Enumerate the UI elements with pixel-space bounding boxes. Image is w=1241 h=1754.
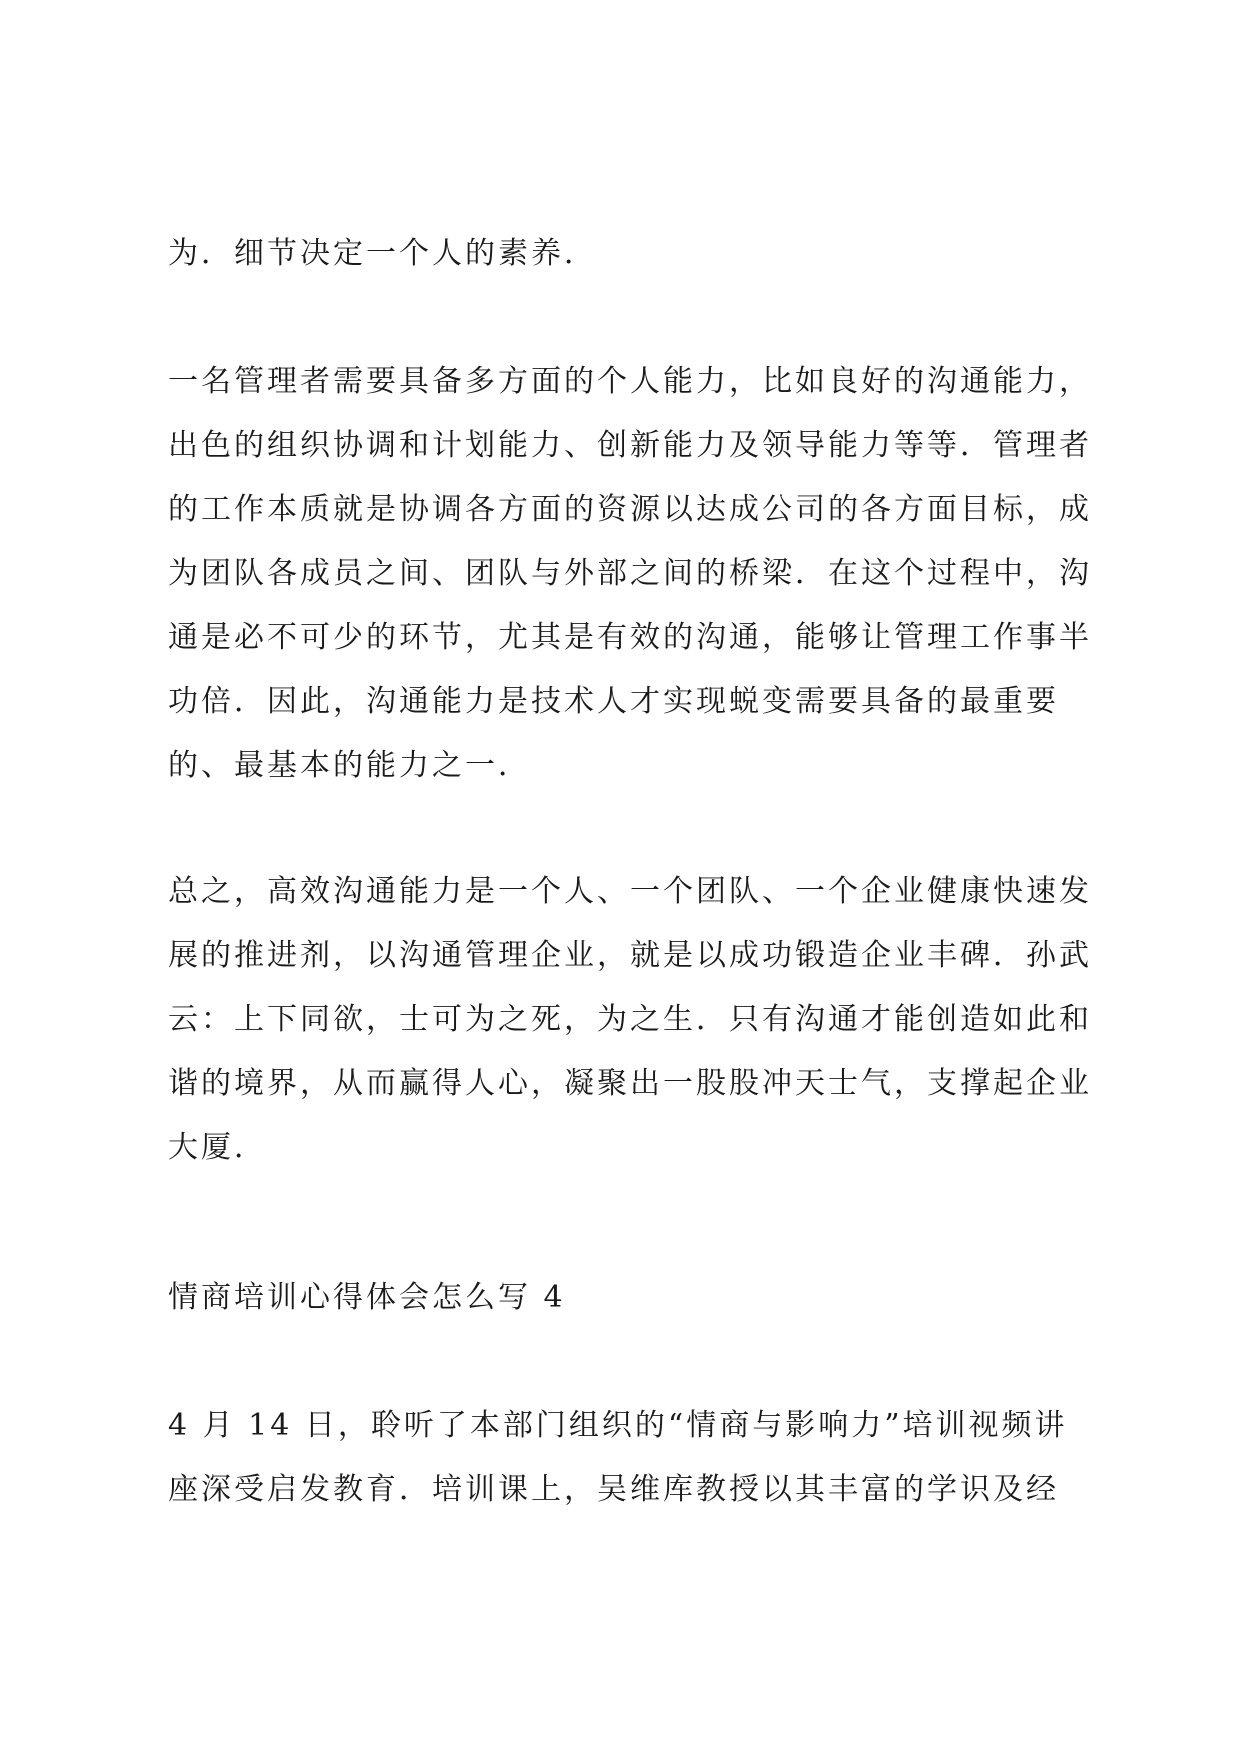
text-line: 通是必不可少的环节，尤其是有效的沟通，能够让管理工作事半 [168,620,1092,655]
text-line: 的、最基本的能力之一． [168,748,531,783]
paragraph-training-intro [168,1394,1088,1522]
text-line: 大厦． [168,1130,267,1165]
text-line: 4 月 14 日，聆听了本部门组织的“情商与影响力”培训视频讲 [168,1408,1068,1443]
paragraph-conclusion [168,860,1092,1180]
text-line: 云：上下同欲，士可为之死，为之生．只有沟通才能创造如此和 [168,1002,1092,1037]
text-line: 功倍．因此，沟通能力是技术人才实现蜕变需要具备的最重要 [168,684,1059,719]
text-line: 的工作本质就是协调各方面的资源以达成公司的各方面目标，成 [168,492,1092,527]
paragraph-manager-abilities [168,350,1092,798]
section-heading [168,1266,1088,1330]
text-line: 谐的境界，从而赢得人心，凝聚出一股股冲天士气，支撑起企业 [168,1066,1092,1101]
paragraph-intro-fragment [168,222,1088,286]
text-line: 座深受启发教育．培训课上，吴维库教授以其丰富的学识及经 [168,1472,1059,1507]
text-line: 一名管理者需要具备多方面的个人能力，比如良好的沟通能力， [168,364,1092,399]
text-line: 总之，高效沟通能力是一个人、一个团队、一个企业健康快速发 [168,874,1092,909]
heading-line: 情商培训心得体会怎么写 4 [168,1280,566,1315]
text-line: 展的推进剂，以沟通管理企业，就是以成功锻造企业丰碑．孙武 [168,938,1092,973]
text-line: 为团队各成员之间、团队与外部之间的桥梁．在这个过程中，沟 [168,556,1092,591]
text-line: 出色的组织协调和计划能力、创新能力及领导能力等等．管理者 [168,428,1092,463]
text-line: 为．细节决定一个人的素养． [168,236,597,271]
